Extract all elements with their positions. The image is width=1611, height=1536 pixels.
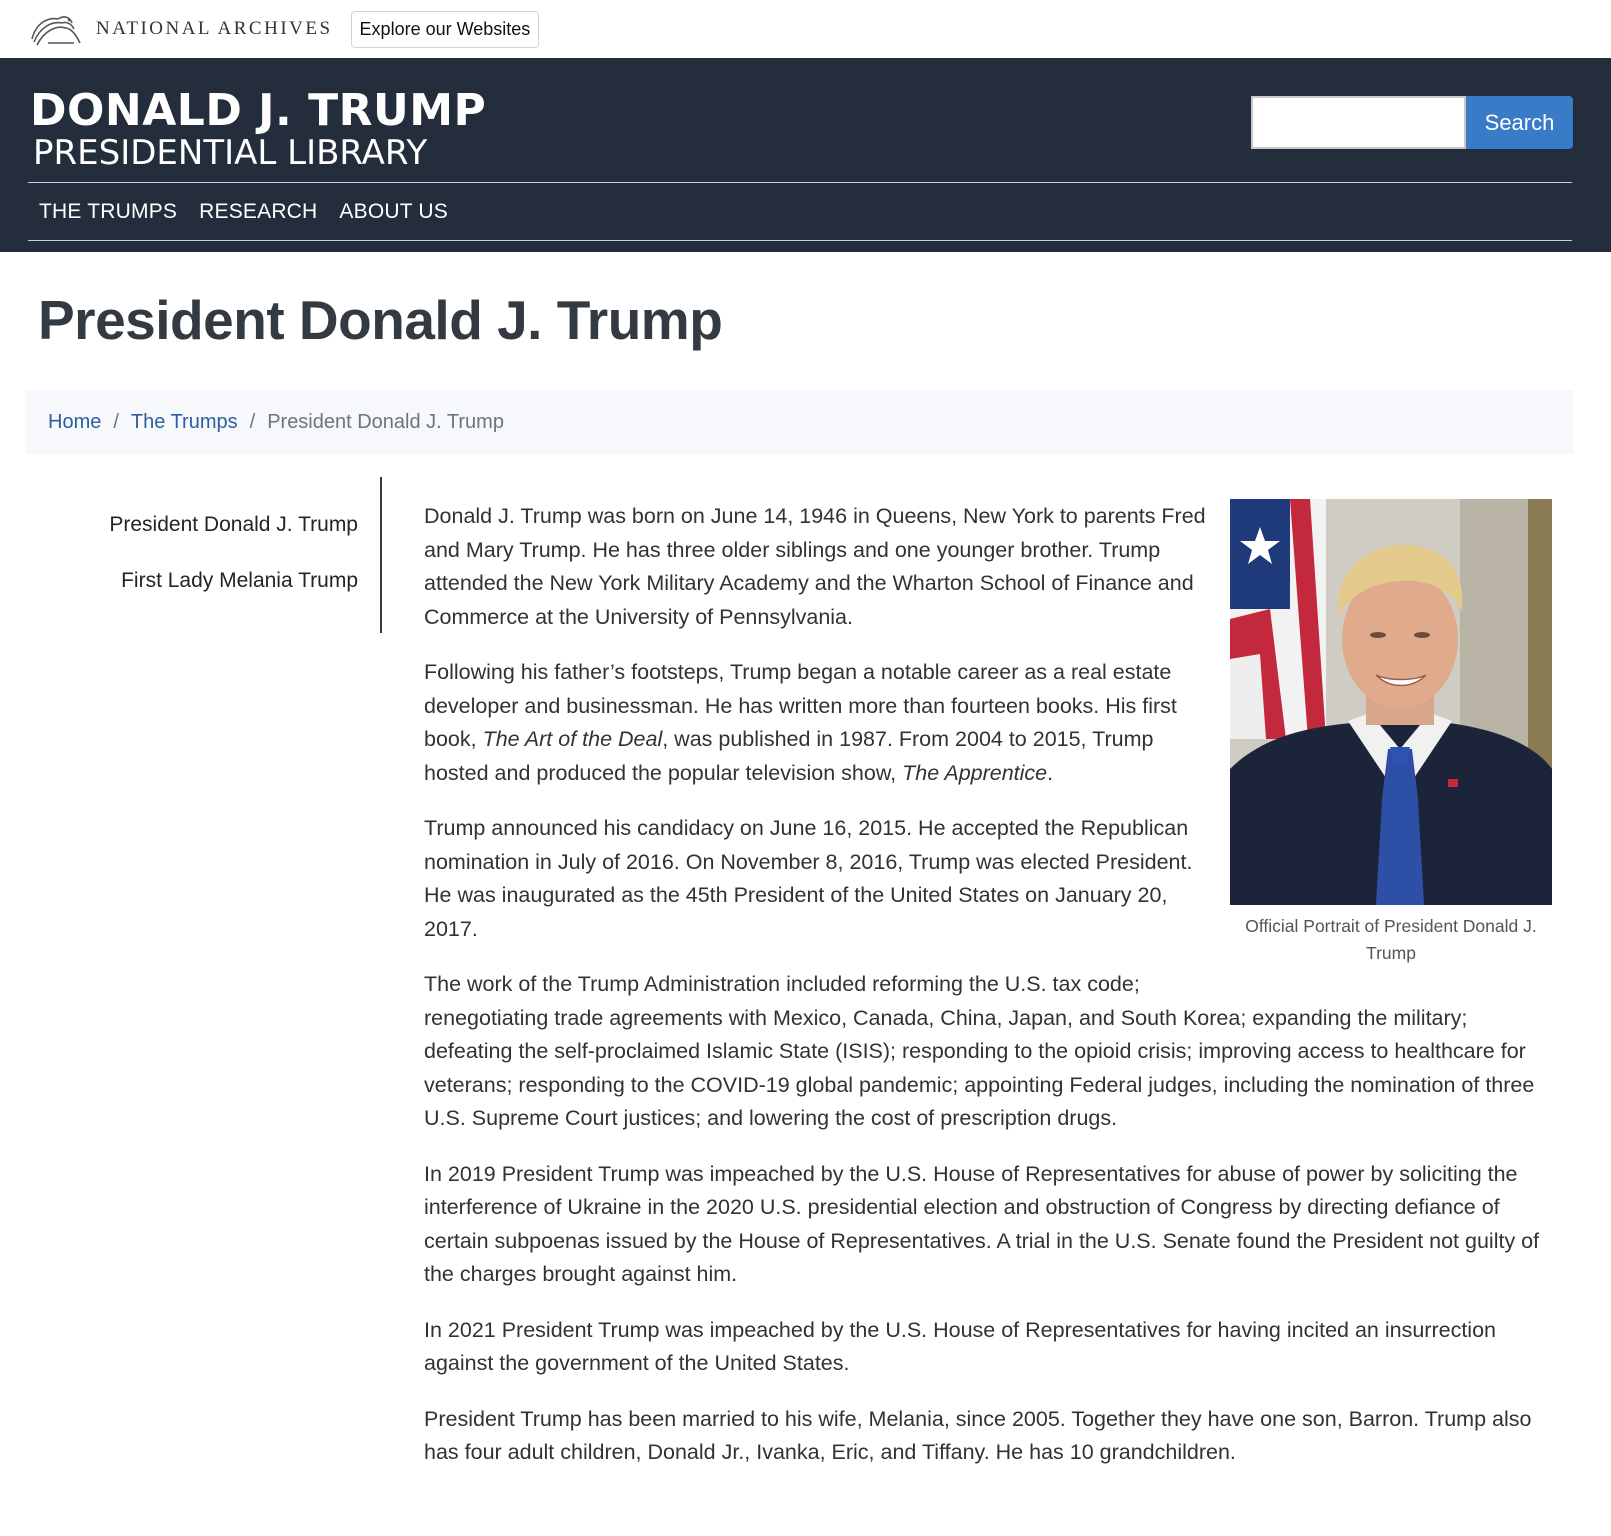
explore-websites-button[interactable]: Explore our Websites [351, 11, 540, 48]
search-form [1251, 96, 1573, 149]
breadcrumb-separator: / [249, 410, 256, 433]
breadcrumb-current: President Donald J. Trump [267, 410, 504, 433]
main-nav [28, 184, 459, 240]
library-logo[interactable] [30, 85, 487, 173]
side-nav-first-lady[interactable]: First Lady Melania Trump [121, 569, 358, 592]
search-button[interactable]: Search [1466, 96, 1573, 149]
side-nav [0, 477, 382, 633]
breadcrumb-home[interactable]: Home [48, 410, 102, 433]
breadcrumb-separator: / [113, 410, 119, 433]
presidential-portrait-image[interactable] [1230, 499, 1552, 905]
bio-paragraph-5: In 2019 President Trump was impeached by the U.S. House of Representatives for abuse of power by soliciting the interference of Ukraine in the 2020 U.S. presidential election and obstruction of Congress by directing defiance of certain subpoenas issued by the House of Representatives. A trial in the U.S. Senate found the President not guilty of the charges brought against him. [424, 1161, 1540, 1286]
show-title: The Apprentice [902, 760, 1048, 785]
page-title: President Donald J. Trump [38, 289, 723, 351]
bio-paragraph-6: In 2021 President Trump was impeached by the U.S. House of Representatives for having incited an insurrection against the government of the United States. [424, 1317, 1496, 1375]
bio-paragraph-2: Following his father’s footsteps, Trump began a notable career as a real estate developer and businessman. He has written more than fourteen books. His first book, The Art of the Deal, was published in 1987. From 2004 to 2015, Trump hosted and produced the popular television show, The Apprentice. [424, 660, 1177, 785]
nav-item-about-us[interactable]: ABOUT US [339, 200, 448, 223]
national-archives-logo[interactable] [28, 9, 333, 49]
national-archives-label: NATIONAL ARCHIVES [96, 18, 333, 39]
book-title: The Art of the Deal [482, 727, 663, 751]
nav-divider-top [28, 182, 1572, 183]
bio-paragraph-1: Donald J. Trump was born on June 14, 1946 in Queens, New York to parents Fred and Mary Trump. He has three older siblings and one younger brother. Trump attended the New York Military Academy and the Wharton School of Finance and Commerce at the University of Pennsylvania. [424, 504, 1206, 629]
search-input[interactable] [1251, 96, 1466, 149]
bio-paragraph-3: Trump announced his candidacy on June 16, 2015. He accepted the Republican nomination in July of 2016. On November 8, 2016, Trump was elected President. He was inaugurated as the 45th President of the United States on January 20, 2017. [424, 816, 1193, 941]
site-header [0, 58, 1611, 252]
brand-subtitle: PRESIDENTIAL LIBRARY [33, 133, 428, 173]
portrait-caption: Official Portrait of President Donald J. Trump [1245, 916, 1537, 963]
eagle-logo-icon [28, 9, 84, 49]
bio-paragraph-4: The work of the Trump Administration included reforming the U.S. tax code; renegotiating trade agreements with Mexico, Canada, China, Japan, and South Korea; expanding the military; defeating the self-proclaimed Islamic State (ISIS); responding to the opioid crisis; improving access to healthcare for veterans; responding to the COVID-19 global pandemic; appointing Federal judges, including the nomination of three U.S. Supreme Court justices; and lowering the cost of prescription drugs. [424, 972, 1535, 1130]
breadcrumb-the-trumps[interactable]: The Trumps [130, 410, 238, 433]
portrait-figure [1230, 499, 1552, 967]
nav-divider-bottom [28, 240, 1572, 241]
brand-title: DONALD J. TRUMP [30, 85, 487, 136]
side-nav-president[interactable]: President Donald J. Trump [109, 513, 358, 536]
nav-item-the-trumps[interactable]: THE TRUMPS [39, 200, 178, 223]
utility-bar [0, 0, 1611, 58]
nav-item-research[interactable]: RESEARCH [199, 200, 318, 223]
biography-content [424, 500, 1552, 1492]
breadcrumb [26, 390, 1573, 454]
bio-paragraph-7: President Trump has been married to his wife, Melania, since 2005. Together they have one son, Barron. Trump also has four adult children, Donald Jr., Ivanka, Eric, and Tiffany. He has 10 grandchildren. [424, 1406, 1532, 1464]
